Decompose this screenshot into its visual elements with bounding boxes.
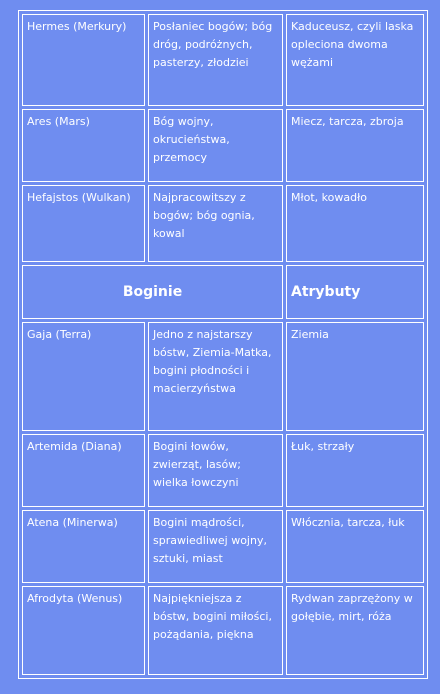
god-attributes-cell: Młot, kowadło (286, 185, 424, 262)
goddess-name-cell: Artemida (Diana) (22, 434, 145, 507)
goddess-name-cell: Gaja (Terra) (22, 322, 145, 431)
goddess-description-cell: Jedno z najstarszy bóstw, Ziemia-Matka, bogini płodności i macierzyństwa (148, 322, 283, 431)
table-row (22, 14, 424, 106)
goddess-name-cell: Atena (Minerwa) (22, 510, 145, 583)
god-attributes-cell: Miecz, tarcza, zbroja (286, 109, 424, 182)
goddess-description-cell: Najpiękniejsza z bóstw, bogini miłości, pożądania, piękna (148, 586, 283, 675)
goddess-attributes-cell: Włócznia, tarcza, łuk (286, 510, 424, 583)
god-description-cell: Najpracowitszy z bogów; bóg ognia, kowal (148, 185, 283, 262)
goddesses-header: Boginie (22, 265, 283, 320)
table-row (22, 109, 424, 182)
goddess-description-cell: Bogini łowów, zwierząt, lasów; wielka łowczyni (148, 434, 283, 507)
goddesses-header-row (22, 265, 424, 320)
table-row (22, 510, 424, 583)
table-row (22, 322, 424, 431)
attributes-header: Atrybuty (286, 265, 424, 320)
mythology-table (18, 10, 428, 679)
goddess-description-cell: Bogini mądrości, sprawiedliwej wojny, sztuki, miast (148, 510, 283, 583)
goddess-attributes-cell: Łuk, strzały (286, 434, 424, 507)
goddess-attributes-cell: Ziemia (286, 322, 424, 431)
god-name-cell: Ares (Mars) (22, 109, 145, 182)
god-description-cell: Bóg wojny, okrucieństwa, przemocy (148, 109, 283, 182)
goddess-name-cell: Afrodyta (Wenus) (22, 586, 145, 675)
god-attributes-cell: Kaduceusz, czyli laska opleciona dwoma wężami (286, 14, 424, 106)
table-row (22, 434, 424, 507)
god-name-cell: Hermes (Merkury) (22, 14, 145, 106)
table-row (22, 586, 424, 675)
god-description-cell: Posłaniec bogów; bóg dróg, podróżnych, pasterzy, złodziei (148, 14, 283, 106)
god-name-cell: Hefajstos (Wulkan) (22, 185, 145, 262)
table-row (22, 185, 424, 262)
goddess-attributes-cell: Rydwan zaprzężony w gołębie, mirt, róża (286, 586, 424, 675)
